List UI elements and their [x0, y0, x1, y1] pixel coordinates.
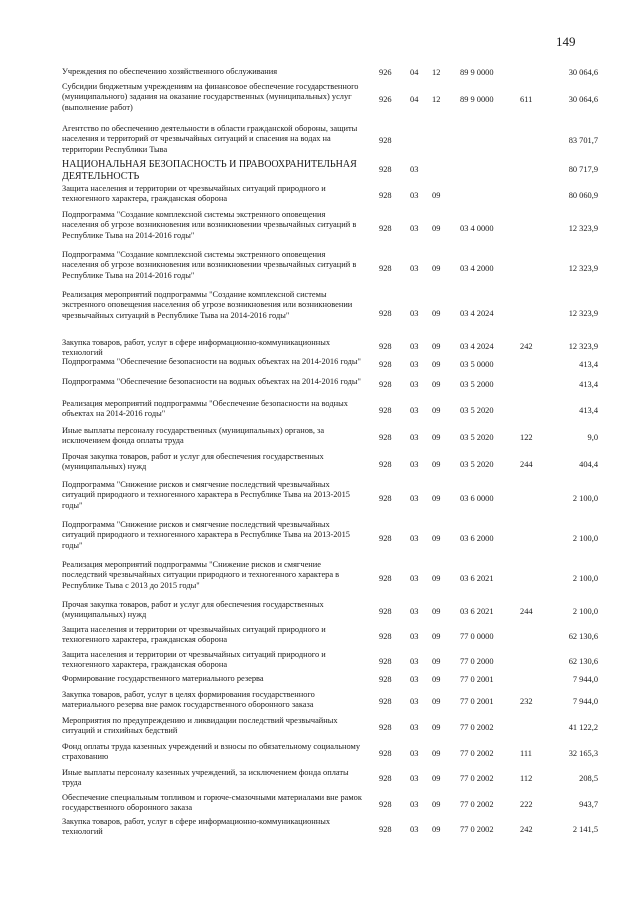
section-code: 03 [410, 675, 419, 684]
row-description: Обеспечение специальным топливом и горюче-смазочными материалами вне рамок государственного оборонного заказа [62, 793, 362, 813]
target-article-code: 89 9 0000 [460, 95, 494, 104]
target-article-code: 03 5 2020 [460, 433, 494, 442]
table-row [0, 674, 640, 686]
target-article-code: 03 6 0000 [460, 494, 494, 503]
subsection-code: 09 [432, 749, 441, 758]
amount: 12 323,9 [568, 224, 598, 233]
section-code: 03 [410, 574, 419, 583]
row-description: НАЦИОНАЛЬНАЯ БЕЗОПАСНОСТЬ И ПРАВООХРАНИТЕЛЬНАЯ ДЕЯТЕЛЬНОСТЬ [62, 159, 357, 182]
expense-type-code: 244 [520, 607, 533, 616]
row-description: Учреждения по обеспечению хозяйственного обслуживания [62, 67, 278, 76]
subsection-code: 09 [432, 632, 441, 641]
table-row [0, 184, 640, 207]
subsection-code: 12 [432, 95, 441, 104]
ved-code: 928 [379, 657, 392, 666]
target-article-code: 03 4 2024 [460, 309, 494, 318]
row-description: Подпрограмма "Создание комплексной системы экстренного оповещения населения об угрозе возникновения или возникновении чрезвычайных ситуаций в Республике Тыва на 2014-2016 годы" [62, 210, 357, 240]
amount: 413,4 [579, 360, 598, 369]
section-code: 04 [410, 68, 419, 77]
section-code: 03 [410, 360, 419, 369]
table-row [0, 793, 640, 816]
subsection-code: 12 [432, 68, 441, 77]
ved-code: 928 [379, 825, 392, 834]
target-article-code: 03 5 2020 [460, 406, 494, 415]
subsection-code: 09 [432, 534, 441, 543]
row-description: Фонд оплаты труда казенных учреждений и взносы по обязательному социальному страхованию [62, 742, 361, 762]
table-row [0, 600, 640, 623]
table-row [0, 159, 640, 181]
row-description: Защита населения и территории от чрезвычайных ситуаций природного и техногенного характера, гражданская оборона [62, 184, 326, 204]
target-article-code: 03 4 0000 [460, 224, 494, 233]
subsection-code: 09 [432, 224, 441, 233]
row-description: Формирование государственного материального резерва [62, 674, 264, 683]
ved-code: 928 [379, 136, 392, 145]
subsection-code: 09 [432, 675, 441, 684]
expense-type-code: 232 [520, 697, 533, 706]
amount: 413,4 [579, 380, 598, 389]
subsection-code: 09 [432, 380, 441, 389]
section-code: 03 [410, 825, 419, 834]
target-article-code: 77 0 2001 [460, 697, 494, 706]
amount: 2 100,0 [572, 494, 598, 503]
ved-code: 928 [379, 697, 392, 706]
ved-code: 928 [379, 264, 392, 273]
section-code: 03 [410, 632, 419, 641]
row-description: Подпрограмма "Обеспечение безопасности на водных объектах на 2014-2016 годы" [62, 377, 361, 386]
ved-code: 928 [379, 191, 392, 200]
target-article-code: 03 5 2000 [460, 380, 494, 389]
table-row [0, 210, 640, 247]
section-code: 03 [410, 433, 419, 442]
section-code: 03 [410, 264, 419, 273]
section-code: 03 [410, 607, 419, 616]
section-code: 03 [410, 342, 419, 351]
ved-code: 928 [379, 494, 392, 503]
ved-code: 928 [379, 607, 392, 616]
ved-code: 928 [379, 460, 392, 469]
target-article-code: 77 0 2002 [460, 749, 494, 758]
expense-type-code: 122 [520, 433, 533, 442]
section-code: 03 [410, 774, 419, 783]
target-article-code: 03 5 2020 [460, 460, 494, 469]
table-row [0, 82, 640, 118]
section-code: 03 [410, 749, 419, 758]
table-row [0, 817, 640, 843]
row-description: Подпрограмма "Снижение рисков и смягчение последствий чрезвычайных ситуаций природного и техногенного характера в Республике Тыва на 2013-2015 годы" [62, 480, 350, 510]
amount: 83 701,7 [568, 136, 598, 145]
amount: 12 323,9 [568, 342, 598, 351]
subsection-code: 09 [432, 406, 441, 415]
expense-type-code: 112 [520, 774, 533, 783]
subsection-code: 09 [432, 825, 441, 834]
expense-type-code: 242 [520, 825, 533, 834]
subsection-code: 09 [432, 494, 441, 503]
subsection-code: 09 [432, 460, 441, 469]
section-code: 03 [410, 800, 419, 809]
target-article-code: 03 4 2024 [460, 342, 494, 351]
row-description: Мероприятия по предупреждению и ликвидации последствий чрезвычайных ситуаций и стихийных бедствий [62, 716, 338, 736]
amount: 2 141,5 [572, 825, 598, 834]
target-article-code: 03 5 0000 [460, 360, 494, 369]
amount: 943,7 [579, 800, 598, 809]
amount: 2 100,0 [572, 574, 598, 583]
amount: 208,5 [579, 774, 598, 783]
table-row [0, 768, 640, 789]
subsection-code: 09 [432, 264, 441, 273]
amount: 30 064,6 [568, 68, 598, 77]
section-code: 03 [410, 460, 419, 469]
subsection-code: 09 [432, 342, 441, 351]
section-code: 03 [410, 309, 419, 318]
amount: 80 060,9 [568, 191, 598, 200]
section-code: 03 [410, 191, 419, 200]
subsection-code: 09 [432, 697, 441, 706]
row-description: Субсидии бюджетным учреждениям на финансовое обеспечение государственного (муниципального) задания на оказание государственных (муниципальных) услуг (выполнение работ) [62, 82, 359, 112]
row-description: Подпрограмма "Обеспечение безопасности на водных объектах на 2014-2016 годы" [62, 357, 361, 366]
amount: 12 323,9 [568, 264, 598, 273]
subsection-code: 09 [432, 800, 441, 809]
row-description: Реализация мероприятий подпрограммы "Создание комплексной системы экстренного оповещения населения об угрозе возникновения или возникновении чрезвычайных ситуаций в Республике Тыва на 2014-2016 годы" [62, 290, 353, 320]
amount: 12 323,9 [568, 309, 598, 318]
row-description: Закупка товаров, работ, услуг в сфере информационно-коммуникационных технологий [62, 817, 331, 837]
subsection-code: 09 [432, 360, 441, 369]
table-row [0, 625, 640, 648]
table-row [0, 399, 640, 423]
ved-code: 928 [379, 675, 392, 684]
ved-code: 928 [379, 749, 392, 758]
section-code: 03 [410, 723, 419, 732]
target-article-code: 77 0 2002 [460, 774, 494, 783]
target-article-code: 03 6 2000 [460, 534, 494, 543]
table-row [0, 124, 640, 158]
table-row [0, 377, 640, 393]
section-code: 04 [410, 95, 419, 104]
amount: 80 717,9 [568, 165, 598, 174]
ved-code: 928 [379, 723, 392, 732]
target-article-code: 03 6 2021 [460, 574, 494, 583]
amount: 2 100,0 [572, 534, 598, 543]
target-article-code: 77 0 2002 [460, 800, 494, 809]
ved-code: 928 [379, 774, 392, 783]
section-code: 03 [410, 224, 419, 233]
subsection-code: 09 [432, 433, 441, 442]
row-description: Прочая закупка товаров, работ и услуг для обеспечения государственных (муниципальных) нужд [62, 600, 324, 620]
section-code: 03 [410, 657, 419, 666]
ved-code: 928 [379, 574, 392, 583]
target-article-code: 03 6 2021 [460, 607, 494, 616]
expense-type-code: 244 [520, 460, 533, 469]
amount: 2 100,0 [572, 607, 598, 616]
amount: 413,4 [579, 406, 598, 415]
ved-code: 928 [379, 360, 392, 369]
amount: 32 165,3 [568, 749, 598, 758]
row-description: Реализация мероприятий подпрограммы "Снижение рисков и смягчение последствий чрезвычайных ситуации природного и техногенного характера в Республике Тыва с 2013 до 2015 годы" [62, 560, 340, 590]
ved-code: 928 [379, 165, 392, 174]
amount: 41 122,2 [568, 723, 598, 732]
row-description: Прочая закупка товаров, работ и услуг для обеспечения государственных (муниципальных) нужд [62, 452, 324, 472]
ved-code: 928 [379, 342, 392, 351]
ved-code: 926 [379, 68, 392, 77]
ved-code: 928 [379, 224, 392, 233]
amount: 7 944,0 [572, 697, 598, 706]
subsection-code: 09 [432, 657, 441, 666]
table-row [0, 716, 640, 740]
subsection-code: 09 [432, 191, 441, 200]
ved-code: 928 [379, 380, 392, 389]
amount: 62 130,6 [568, 632, 598, 641]
table-row [0, 742, 640, 766]
expense-type-code: 222 [520, 800, 533, 809]
table-row [0, 338, 640, 356]
expense-type-code: 111 [520, 749, 532, 758]
target-article-code: 03 4 2000 [460, 264, 494, 273]
row-description: Подпрограмма "Снижение рисков и смягчение последствий чрезвычайных ситуаций природного и техногенного характера в Республике Тыва на 2013-2015 годы" [62, 520, 350, 550]
section-code: 03 [410, 165, 419, 174]
subsection-code: 09 [432, 309, 441, 318]
table-row [0, 480, 640, 517]
table-row [0, 67, 640, 78]
section-code: 03 [410, 494, 419, 503]
target-article-code: 89 9 0000 [460, 68, 494, 77]
table-row [0, 650, 640, 673]
table-row [0, 290, 640, 337]
expense-type-code: 242 [520, 342, 533, 351]
row-description: Закупка товаров, работ, услуг в целях формирования государственного материального резерва вне рамок государственного оборонного заказа [62, 690, 315, 710]
target-article-code: 77 0 2002 [460, 825, 494, 834]
target-article-code: 77 0 2000 [460, 657, 494, 666]
row-description: Подпрограмма "Создание комплексной системы экстренного оповещения населения об угрозе возникновения или возникновении чрезвычайных ситуаций в Республике Тыва на 2014-2016 годы" [62, 250, 357, 280]
ved-code: 928 [379, 800, 392, 809]
subsection-code: 09 [432, 774, 441, 783]
table-row [0, 426, 640, 450]
table-row [0, 520, 640, 557]
row-description: Закупка товаров, работ, услуг в сфере информационно-коммуникационных технологий [62, 338, 331, 358]
ved-code: 928 [379, 534, 392, 543]
ved-code: 928 [379, 406, 392, 415]
subsection-code: 09 [432, 723, 441, 732]
row-description: Защита населения и территории от чрезвычайных ситуаций природного и техногенного характера, гражданская оборона [62, 650, 326, 670]
amount: 7 944,0 [572, 675, 598, 684]
amount: 30 064,6 [568, 95, 598, 104]
amount: 9,0 [587, 433, 598, 442]
amount: 404,4 [579, 460, 598, 469]
ved-code: 926 [379, 95, 392, 104]
target-article-code: 77 0 2001 [460, 675, 494, 684]
ved-code: 928 [379, 433, 392, 442]
subsection-code: 09 [432, 574, 441, 583]
table-row [0, 560, 640, 597]
target-article-code: 77 0 0000 [460, 632, 494, 641]
row-description: Защита населения и территории от чрезвычайных ситуаций природного и техногенного характера, гражданская оборона [62, 625, 326, 645]
amount: 62 130,6 [568, 657, 598, 666]
section-code: 03 [410, 697, 419, 706]
table-row [0, 690, 640, 714]
section-code: 03 [410, 534, 419, 543]
ved-code: 928 [379, 632, 392, 641]
ved-code: 928 [379, 309, 392, 318]
row-description: Иные выплаты персоналу государственных (муниципальных) органов, за исключением фонда оплаты труда [62, 426, 325, 446]
expense-type-code: 611 [520, 95, 533, 104]
table-row [0, 357, 640, 373]
target-article-code: 77 0 2002 [460, 723, 494, 732]
section-code: 03 [410, 406, 419, 415]
page-number: 149 [556, 34, 576, 49]
section-code: 03 [410, 380, 419, 389]
row-description: Иные выплаты персоналу казенных учреждений, за исключением фонда оплаты труда [62, 768, 349, 788]
subsection-code: 09 [432, 607, 441, 616]
table-row [0, 452, 640, 477]
table-row [0, 250, 640, 287]
row-description: Реализация мероприятий подпрограммы "Обеспечение безопасности на водных объектах на 2014-2016 годы" [62, 399, 348, 419]
row-description: Агентство по обеспечению деятельности в области гражданской обороны, защиты населения и территорий от чрезвычайных ситуаций и спасения на водах на территории Республики Тыва [62, 124, 358, 154]
